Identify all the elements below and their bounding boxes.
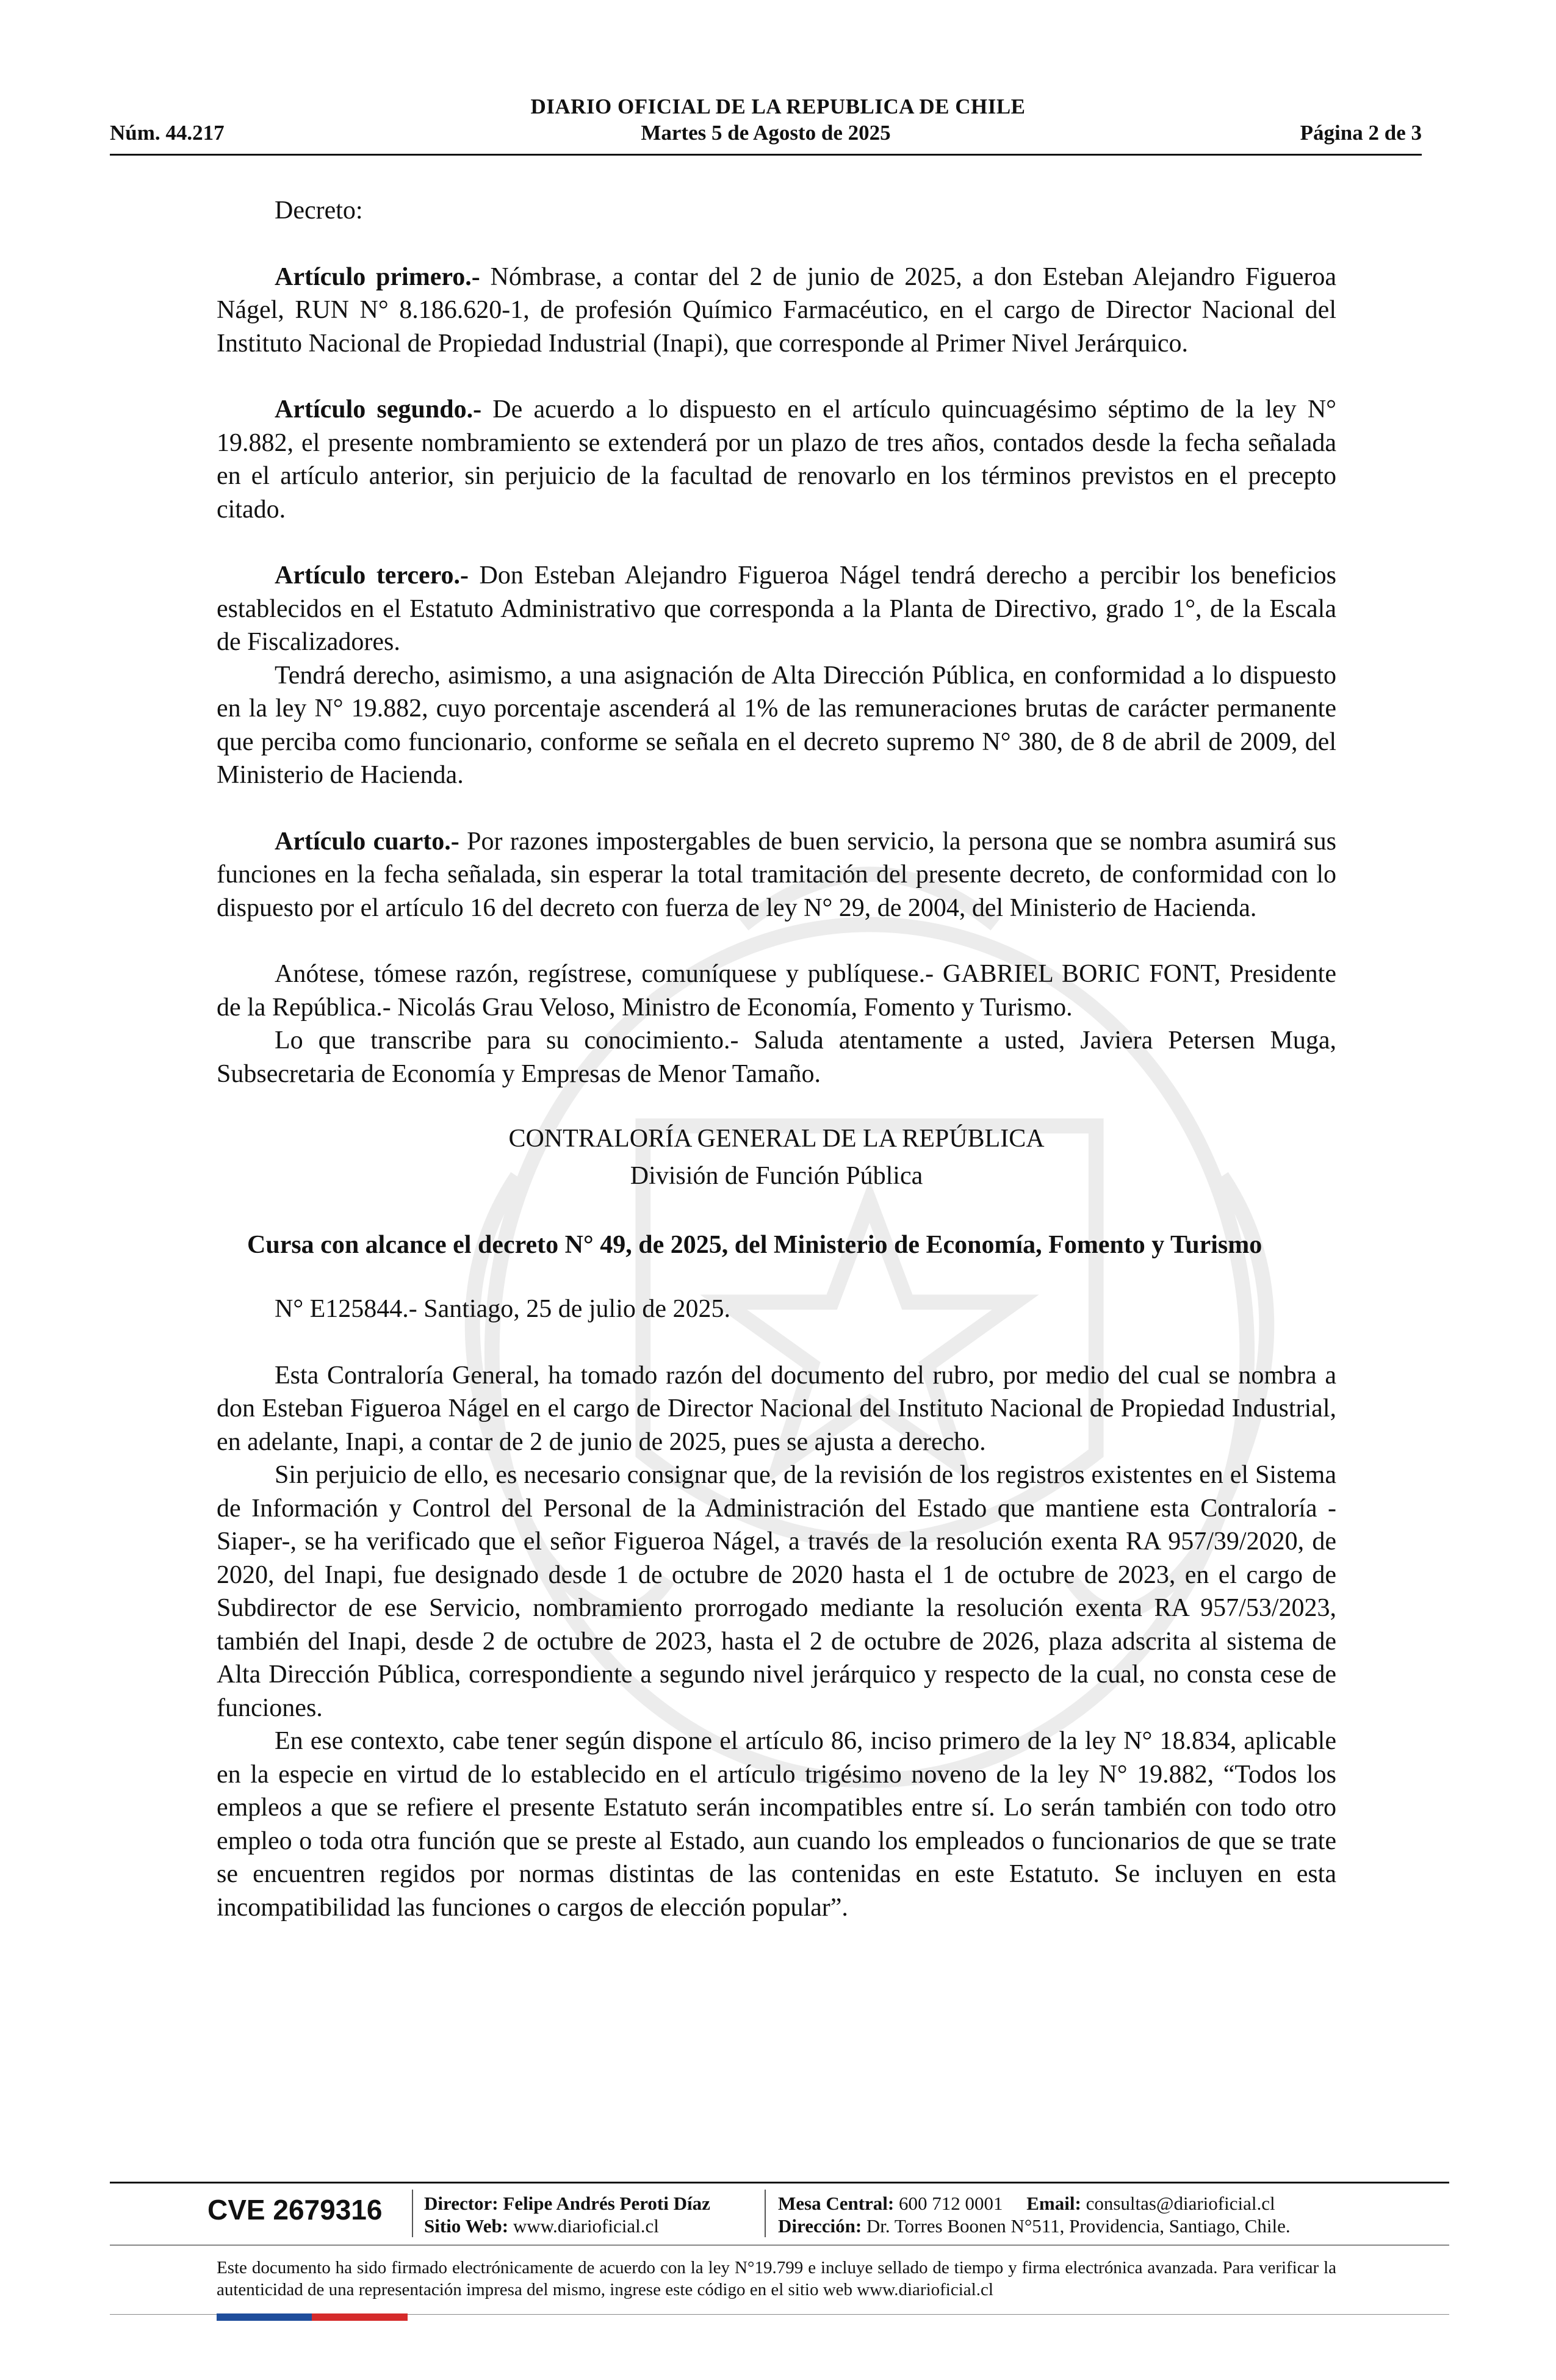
- address-value: Dr. Torres Boonen N°511, Providencia, Santiago, Chile.: [866, 2215, 1291, 2237]
- mesa-phone: 600 712 0001: [899, 2193, 1003, 2214]
- flag-blue-segment: [217, 2313, 312, 2321]
- flag-stripe: [217, 2313, 408, 2321]
- footer-contact-block: [778, 2192, 1291, 2237]
- footer-director-block: [424, 2192, 710, 2237]
- article-second: [217, 393, 1336, 526]
- article-fourth-label: Artículo cuarto.-: [275, 827, 459, 856]
- newspaper-title: DIARIO OFICIAL DE LA REPUBLICA DE CHILE: [530, 95, 1026, 118]
- decreto-heading: Decreto:: [275, 197, 363, 225]
- footer-separator: [412, 2190, 413, 2237]
- article-first: [217, 261, 1336, 361]
- mesa-label: Mesa Central:: [778, 2193, 895, 2214]
- header-row: [110, 121, 1422, 148]
- footer-middle-rule: [110, 2245, 1449, 2246]
- page-indicator: Página 2 de 3: [1300, 121, 1422, 145]
- email-label: Email:: [1026, 2193, 1081, 2214]
- contraloria-paragraph-3: En ese contexto, cabe tener según dispone el artículo 86, inciso primero de la ley N° 18.834, aplicable en la especie en virtud de lo establecido en el artículo trigésimo noveno de la ley N° 19.882, “Todos los empleos a que se refiere el presente Estatuto serán incompatibles entre sí. Lo serán también con todo otro empleo o toda otra función que se preste al Estado, aun cuando los empleados o funcionarios de que se trate se encuentren regidos por normas distintas de las contenidas en este Estatuto. Se incluyen en esta incompatibilidad las funciones o cargos de elección popular”.: [217, 1727, 1336, 1922]
- cve-code: CVE 2679316: [207, 2194, 383, 2226]
- article-third-paragraph-2: Tendrá derecho, asimismo, a una asignación de Alta Dirección Pública, en conformidad a lo dispuesto en la ley N° 19.882, cuyo porcentaje ascenderá al 1% de las remuneraciones brutas de carácter permanente que perciba como funcionario, conforme se señala en el decreto supremo N° 380, de 8 de abril de 2009, del Ministerio de Hacienda.: [217, 661, 1336, 789]
- director-label: Director:: [424, 2193, 499, 2214]
- signature-paragraph: Anótese, tómese razón, regístrese, comuníquese y publíquese.- GABRIEL BORIC FONT, Presidente de la República.- Nicolás Grau Veloso, Ministro de Economía, Fomento y Turismo.: [217, 960, 1336, 1022]
- address-label: Dirección:: [778, 2215, 862, 2237]
- contraloria-title: CONTRALORÍA GENERAL DE LA REPÚBLICA: [508, 1125, 1045, 1153]
- article-third-label: Artículo tercero.-: [275, 561, 469, 590]
- cursa-title: Cursa con alcance el decreto N° 49, de 2025, del Ministerio de Economía, Fomento y Turismo: [247, 1231, 1262, 1259]
- transcription-paragraph: Lo que transcribe para su conocimiento.- Saluda atentamente a usted, Javiera Petersen Muga, Subsecretaria de Economía y Empresas de Menor Tamaño.: [217, 1026, 1336, 1088]
- email-link[interactable]: consultas@diarioficial.cl: [1086, 2193, 1275, 2214]
- contraloria-division: División de Función Pública: [630, 1161, 923, 1190]
- website-link[interactable]: www.diarioficial.cl: [513, 2215, 659, 2237]
- electronic-signature-note: Este documento ha sido firmado electrónicamente de acuerdo con la ley N°19.799 e incluye sellado de tiempo y firma electrónica avanzada. Para verificar la autenticidad de una representación impresa del mismo, ingrese este código en el sitio web www.diarioficial.cl: [217, 2258, 1336, 2299]
- article-fourth: [217, 825, 1336, 925]
- article-fourth-text: Por razones impostergables de buen servicio, la persona que se nombra asumirá sus funciones en la fecha señalada, sin esperar la total tramitación del presente decreto, de conformidad con lo dispuesto por el artículo 16 del decreto con fuerza de ley N° 29, de 2004, del Ministerio de Hacienda.: [217, 827, 1336, 922]
- director-name: Felipe Andrés Peroti Díaz: [503, 2193, 710, 2214]
- footer-info: [110, 2190, 1449, 2238]
- reference-line: N° E125844.- Santiago, 25 de julio de 2025.: [275, 1295, 731, 1323]
- document-body: [217, 194, 1336, 1924]
- article-second-label: Artículo segundo.-: [275, 395, 482, 424]
- flag-red-segment: [312, 2313, 408, 2321]
- article-first-label: Artículo primero.-: [275, 262, 480, 291]
- contraloria-paragraph-2: Sin perjuicio de ello, es necesario consignar que, de la revisión de los registros existentes en el Sistema de Información y Control del Personal de la Administración del Estado que mantiene esta Contraloría -Siaper-, se ha verificado que el señor Figueroa Nágel, a través de la resolución exenta RA 957/39/2020, de 2020, del Inapi, fue designado desde 1 de octubre de 2020 hasta el 1 de octubre de 2023, en el cargo de Subdirector de ese Servicio, nombramiento prorrogado mediante la resolución exenta RA 957/53/2023, también del Inapi, desde 2 de octubre de 2023, hasta el 2 de octubre de 2026, plaza adscrita al sistema de Alta Dirección Pública, correspondiente a segundo nivel jerárquico y respecto de la cual, no consta cese de funciones.: [217, 1461, 1336, 1722]
- footer-separator: [765, 2190, 766, 2237]
- contraloria-paragraph-1: Esta Contraloría General, ha tomado razón del documento del rubro, por medio del cual se nombra a don Esteban Figueroa Nágel en el cargo de Director Nacional del Instituto Nacional de Propiedad Industrial, en adelante, Inapi, a contar de 2 de junio de 2025, pues se ajusta a derecho.: [217, 1361, 1336, 1456]
- issue-date: Martes 5 de Agosto de 2025: [641, 121, 891, 145]
- issue-number: Núm. 44.217: [110, 121, 225, 145]
- article-third: [217, 559, 1336, 659]
- article-second-text: De acuerdo a lo dispuesto en el artículo quincuagésimo séptimo de la ley N° 19.882, el presente nombramiento se extenderá por un plazo de tres años, contados desde la fecha señalada en el artículo anterior, sin perjuicio de la facultad de renovarlo en los términos previstos en el precepto citado.: [217, 395, 1336, 524]
- article-third-text: Don Esteban Alejandro Figueroa Nágel tendrá derecho a percibir los beneficios establecidos en el Estatuto Administrativo que corresponda a la Planta de Directivo, grado 1°, de la Escala de Fiscalizadores.: [217, 561, 1336, 656]
- footer-top-rule: [110, 2182, 1449, 2183]
- website-label: Sitio Web:: [424, 2215, 509, 2237]
- article-first-text: Nómbrase, a contar del 2 de junio de 2025, a don Esteban Alejandro Figueroa Nágel, RUN N° 8.186.620-1, de profesión Químico Farmacéutico, en el cargo de Director Nacional del Instituto Nacional de Propiedad Industrial (Inapi), que corresponde al Primer Nivel Jerárquico.: [217, 262, 1337, 358]
- header-divider: [110, 154, 1422, 156]
